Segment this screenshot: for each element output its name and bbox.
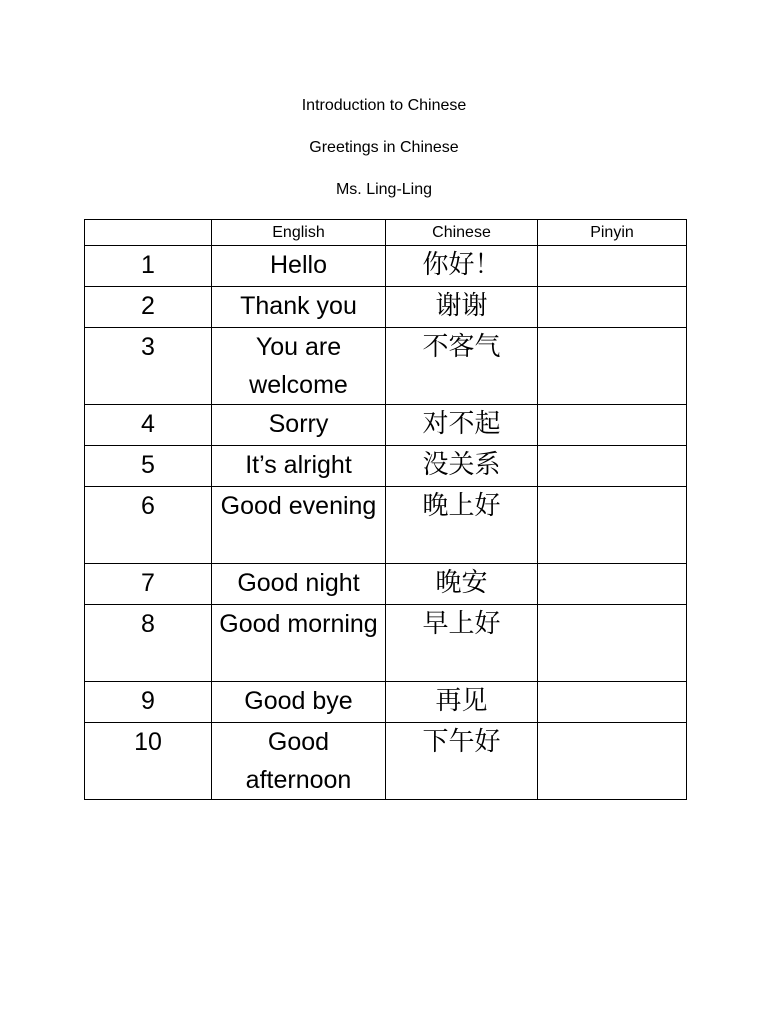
chinese-cell: 下午好	[386, 723, 538, 800]
pinyin-cell	[538, 246, 687, 287]
chinese-cell: 谢谢	[386, 287, 538, 328]
pinyin-cell	[538, 405, 687, 446]
column-header-chinese: Chinese	[386, 220, 538, 246]
row-number: 6	[85, 487, 212, 564]
pinyin-cell	[538, 605, 687, 682]
english-cell	[212, 405, 386, 446]
english-text: Good evening	[220, 492, 377, 520]
pinyin-cell	[538, 328, 687, 405]
english-text: Sorry	[268, 410, 329, 438]
english-text: You are welcome	[249, 333, 348, 399]
column-header-english: English	[212, 220, 386, 246]
row-number: 2	[85, 287, 212, 328]
table-row	[85, 605, 687, 682]
english-cell	[212, 487, 386, 564]
table-row	[85, 723, 687, 800]
english-cell	[212, 287, 386, 328]
table-header-row	[85, 220, 687, 246]
document-subtitle: Greetings in Chinese	[309, 139, 459, 156]
english-text: Thank you	[240, 292, 357, 320]
english-cell	[212, 682, 386, 723]
table-row	[85, 246, 687, 287]
english-text: Hello	[270, 251, 327, 279]
english-text: Good morning	[219, 610, 378, 638]
table-row	[85, 405, 687, 446]
english-cell	[212, 723, 386, 800]
teacher-name: Ms. Ling-Ling	[335, 181, 433, 198]
pinyin-cell	[538, 564, 687, 605]
pinyin-cell	[538, 487, 687, 564]
row-number: 1	[85, 246, 212, 287]
chinese-cell: 早上好	[386, 605, 538, 682]
row-number: 8	[85, 605, 212, 682]
english-cell	[212, 328, 386, 405]
pinyin-cell	[538, 682, 687, 723]
greetings-table	[84, 219, 687, 800]
row-number: 10	[85, 723, 212, 800]
table-row	[85, 487, 687, 564]
pinyin-cell	[538, 446, 687, 487]
row-number: 5	[85, 446, 212, 487]
chinese-cell: 晚安	[386, 564, 538, 605]
chinese-cell: 你好！	[386, 246, 538, 287]
row-number: 4	[85, 405, 212, 446]
row-number: 3	[85, 328, 212, 405]
pinyin-cell	[538, 287, 687, 328]
pinyin-cell	[538, 723, 687, 800]
english-cell	[212, 246, 386, 287]
english-text: It’s alright	[245, 451, 352, 479]
english-cell	[212, 605, 386, 682]
chinese-cell: 晚上好	[386, 487, 538, 564]
english-text: Good afternoon	[245, 728, 352, 794]
table-row	[85, 328, 687, 405]
english-text: Good bye	[244, 687, 353, 715]
row-number: 9	[85, 682, 212, 723]
row-number: 7	[85, 564, 212, 605]
english-cell	[212, 564, 386, 605]
english-cell	[212, 446, 386, 487]
table-row	[85, 287, 687, 328]
document-title: Introduction to Chinese	[301, 97, 467, 114]
english-text: Good night	[237, 569, 360, 597]
chinese-cell: 对不起	[386, 405, 538, 446]
chinese-cell: 再见	[386, 682, 538, 723]
table-row	[85, 446, 687, 487]
column-header-number	[85, 220, 212, 246]
table-row	[85, 564, 687, 605]
chinese-cell: 不客气	[386, 328, 538, 405]
column-header-pinyin: Pinyin	[538, 220, 687, 246]
chinese-cell: 没关系	[386, 446, 538, 487]
table-row	[85, 682, 687, 723]
